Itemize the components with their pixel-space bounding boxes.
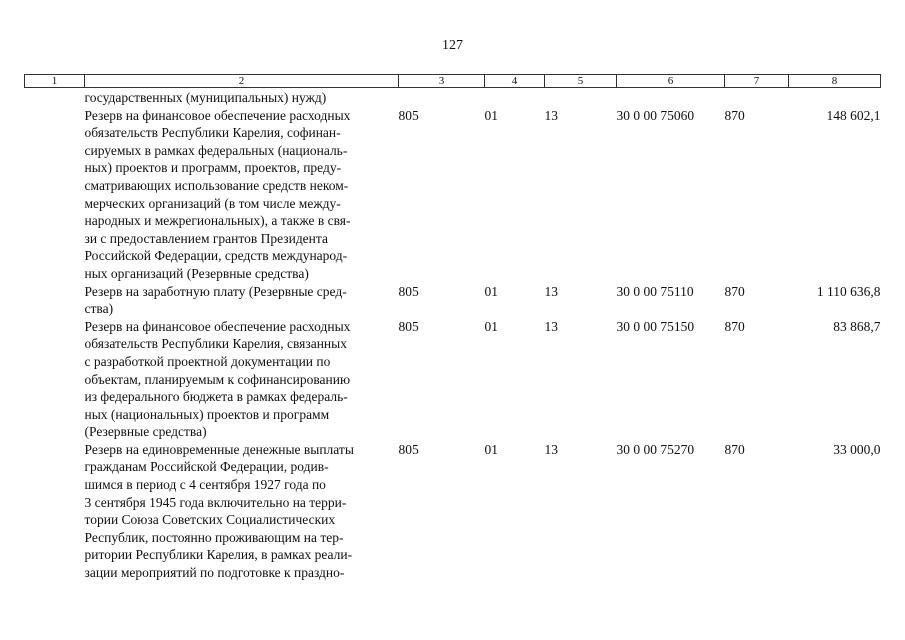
table-row [25, 441, 881, 582]
description-line: гражданам Российской Федерации, родив- [84, 459, 329, 475]
description-line: государственных (муниципальных) нужд) [84, 90, 327, 105]
ministry-code: 805 [398, 107, 419, 123]
description-line: зи с предоставлением грантов Президента [84, 230, 328, 246]
subsection-code: 13 [544, 441, 558, 457]
table-row-continuation [25, 88, 881, 107]
description-line: из федерального бюджета в рамках федераль- [84, 389, 348, 405]
description-line: сируемых в рамках федеральных (националь- [84, 142, 348, 158]
amount: 33 000,0 [833, 441, 881, 457]
expense-type-code: 870 [724, 107, 745, 123]
column-header-4: 4 [485, 75, 545, 88]
column-header-1: 1 [25, 75, 85, 88]
target-article-code: 30 0 00 75150 [616, 318, 695, 334]
subsection-code: 13 [544, 107, 558, 123]
amount: 148 602,1 [826, 107, 881, 123]
target-article-code: 30 0 00 75110 [616, 283, 694, 299]
description-line: народных и межрегиональных), а также в свя- [84, 213, 351, 229]
description-line: ных организаций (Резервные средства) [84, 265, 309, 281]
description-line: ритории Республики Карелия, в рамках реали- [84, 547, 353, 563]
subsection-code: 13 [544, 318, 558, 334]
budget-table [24, 74, 881, 582]
table-row [25, 318, 881, 441]
expense-type-code: 870 [724, 283, 745, 299]
subsection-code: 13 [544, 283, 558, 299]
expense-type-code: 870 [724, 318, 745, 334]
amount: 1 110 636,8 [816, 283, 881, 299]
ministry-code: 805 [398, 318, 419, 334]
description-line: Резерв на финансовое обеспечение расходных [84, 107, 351, 123]
row-description [85, 283, 399, 318]
description-line: Резерв на заработную плату (Резервные сред- [84, 283, 347, 299]
column-header-5: 5 [545, 75, 617, 88]
description-line: Республик, постоянно проживающим на тер- [84, 529, 344, 545]
column-header-8: 8 [789, 75, 881, 88]
section-code: 01 [484, 441, 498, 457]
section-code: 01 [484, 318, 498, 334]
description-line: тории Союза Советских Социалистических [84, 512, 336, 528]
description-line: шимся в период с 4 сентября 1927 года по [84, 477, 326, 493]
description-line: объектам, планируемым к софинансированию [84, 371, 351, 387]
column-header-7: 7 [725, 75, 789, 88]
target-article-code: 30 0 00 75060 [616, 107, 695, 123]
ministry-code: 805 [398, 283, 419, 299]
description-line: Российской Федерации, средств международ- [84, 248, 348, 264]
continuation-text [85, 88, 399, 107]
description-line: с разработкой проектной документации по [84, 353, 331, 369]
section-code: 01 [484, 107, 498, 123]
column-header-2: 2 [85, 75, 399, 88]
column-header-6: 6 [617, 75, 725, 88]
row-description [85, 107, 399, 283]
page-number: 127 [442, 38, 463, 53]
table-row [25, 283, 881, 318]
expense-type-code: 870 [724, 441, 745, 457]
section-code: 01 [484, 283, 498, 299]
ministry-code: 805 [398, 441, 419, 457]
description-line: зации мероприятий по подготовке к праздно- [84, 565, 345, 581]
column-header-3: 3 [399, 75, 485, 88]
description-line: обязательств Республики Карелия, связанных [84, 336, 347, 352]
description-line: мерческих организаций (в том числе между- [84, 195, 341, 211]
description-line: ных (национальных) проектов и программ [84, 406, 330, 422]
description-line: Резерв на единовременные денежные выплаты [84, 441, 354, 457]
description-line: 3 сентября 1945 года включительно на терри- [84, 494, 347, 510]
description-line: (Резервные средства) [84, 424, 207, 440]
description-line: обязательств Республики Карелия, софинан- [84, 125, 341, 141]
description-line: ных) проектов и программ, проектов, преду- [84, 160, 342, 176]
column-number-header [25, 75, 881, 88]
row-description [85, 318, 399, 441]
description-line: Резерв на финансовое обеспечение расходных [84, 318, 351, 334]
description-line: сматривающих использование средств неком- [84, 177, 349, 193]
target-article-code: 30 0 00 75270 [616, 441, 695, 457]
row-description [85, 441, 399, 582]
amount: 83 868,7 [833, 318, 881, 334]
table-row [25, 107, 881, 283]
description-line: ства) [84, 301, 114, 317]
